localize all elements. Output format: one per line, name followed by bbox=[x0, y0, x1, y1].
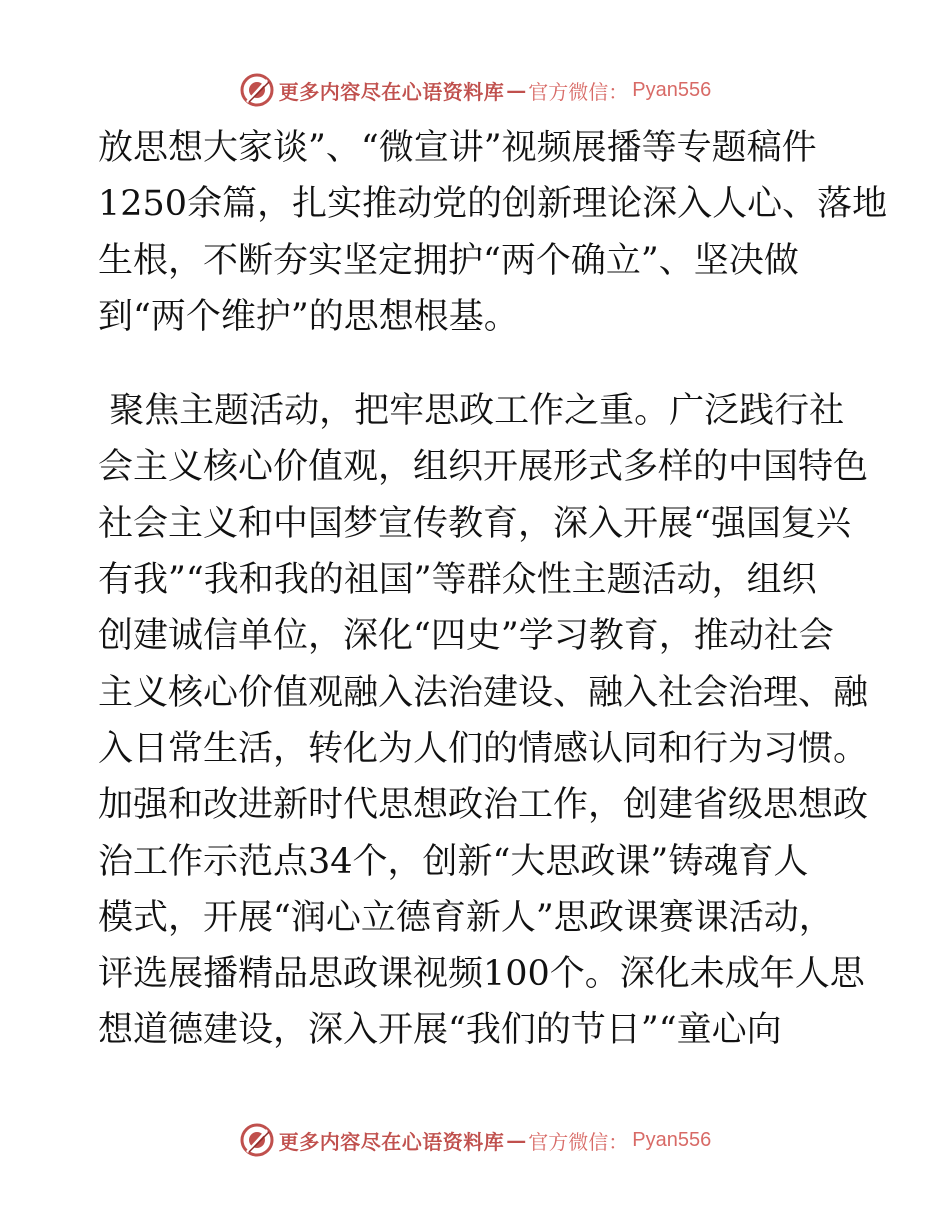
banner-wechat-id: Pyan556 bbox=[632, 1128, 712, 1151]
text-line: 有我”“我和我的祖国”等群众性主题活动，组织 bbox=[98, 560, 817, 601]
header-banner bbox=[0, 70, 950, 110]
text-line: 加强和改进新时代思想政治工作，创建省级思想政 bbox=[98, 785, 869, 826]
text-line: 到“两个维护”的思想根基。 bbox=[98, 296, 519, 337]
banner-wechat-label: 官方微信： bbox=[528, 79, 629, 104]
banner-wechat-id: Pyan556 bbox=[632, 78, 712, 101]
paragraph-gap bbox=[98, 345, 858, 383]
banner-separator: — bbox=[506, 78, 527, 102]
document-body bbox=[98, 120, 888, 1059]
banner-separator: — bbox=[506, 1128, 527, 1152]
paragraph-2 bbox=[98, 383, 869, 1059]
text-line: 想道德建设，深入开展“我们的节日”“童心向 bbox=[98, 1010, 782, 1051]
footer-banner bbox=[0, 1120, 950, 1160]
text-line: 主义核心价值观融入法治建设、融入社会治理、融 bbox=[98, 672, 869, 713]
text-line: 模式，开展“润心立德育新人”思政课赛课活动， bbox=[98, 897, 834, 938]
logo-icon bbox=[239, 1122, 275, 1158]
text-line: 放思想大家谈”、“微宣讲”视频展播等专题稿件 bbox=[98, 128, 817, 168]
logo-icon bbox=[239, 72, 275, 108]
text-line: 1250余篇，扎实推动党的创新理论深入人心、落地 bbox=[98, 184, 888, 225]
banner-wechat-label: 官方微信： bbox=[528, 1129, 629, 1154]
banner-text: 更多内容尽在心语资料库 bbox=[278, 79, 505, 104]
banner-text: 更多内容尽在心语资料库 bbox=[278, 1129, 505, 1154]
text-line: 治工作示范点34个，创新“大思政课”铸魂育人 bbox=[98, 841, 809, 882]
text-line: 评选展播精品思政课视频100个。深化未成年人思 bbox=[98, 954, 865, 995]
text-line: 社会主义和中国梦宣传教育，深入开展“强国复兴 bbox=[98, 503, 851, 544]
text-line: 入日常生活，转化为人们的情感认同和行为习惯。 bbox=[98, 728, 869, 769]
text-line: 生根，不断夯实坚定拥护“两个确立”、坚决做 bbox=[98, 240, 799, 281]
text-line: 创建诚信单位，深化“四史”学习教育，推动社会 bbox=[98, 616, 834, 657]
text-line: 聚焦主题活动，把牢思政工作之重。广泛践行社 bbox=[98, 391, 845, 432]
paragraph-1 bbox=[98, 120, 888, 345]
text-line: 会主义核心价值观，组织开展形式多样的中国特色 bbox=[98, 447, 869, 488]
